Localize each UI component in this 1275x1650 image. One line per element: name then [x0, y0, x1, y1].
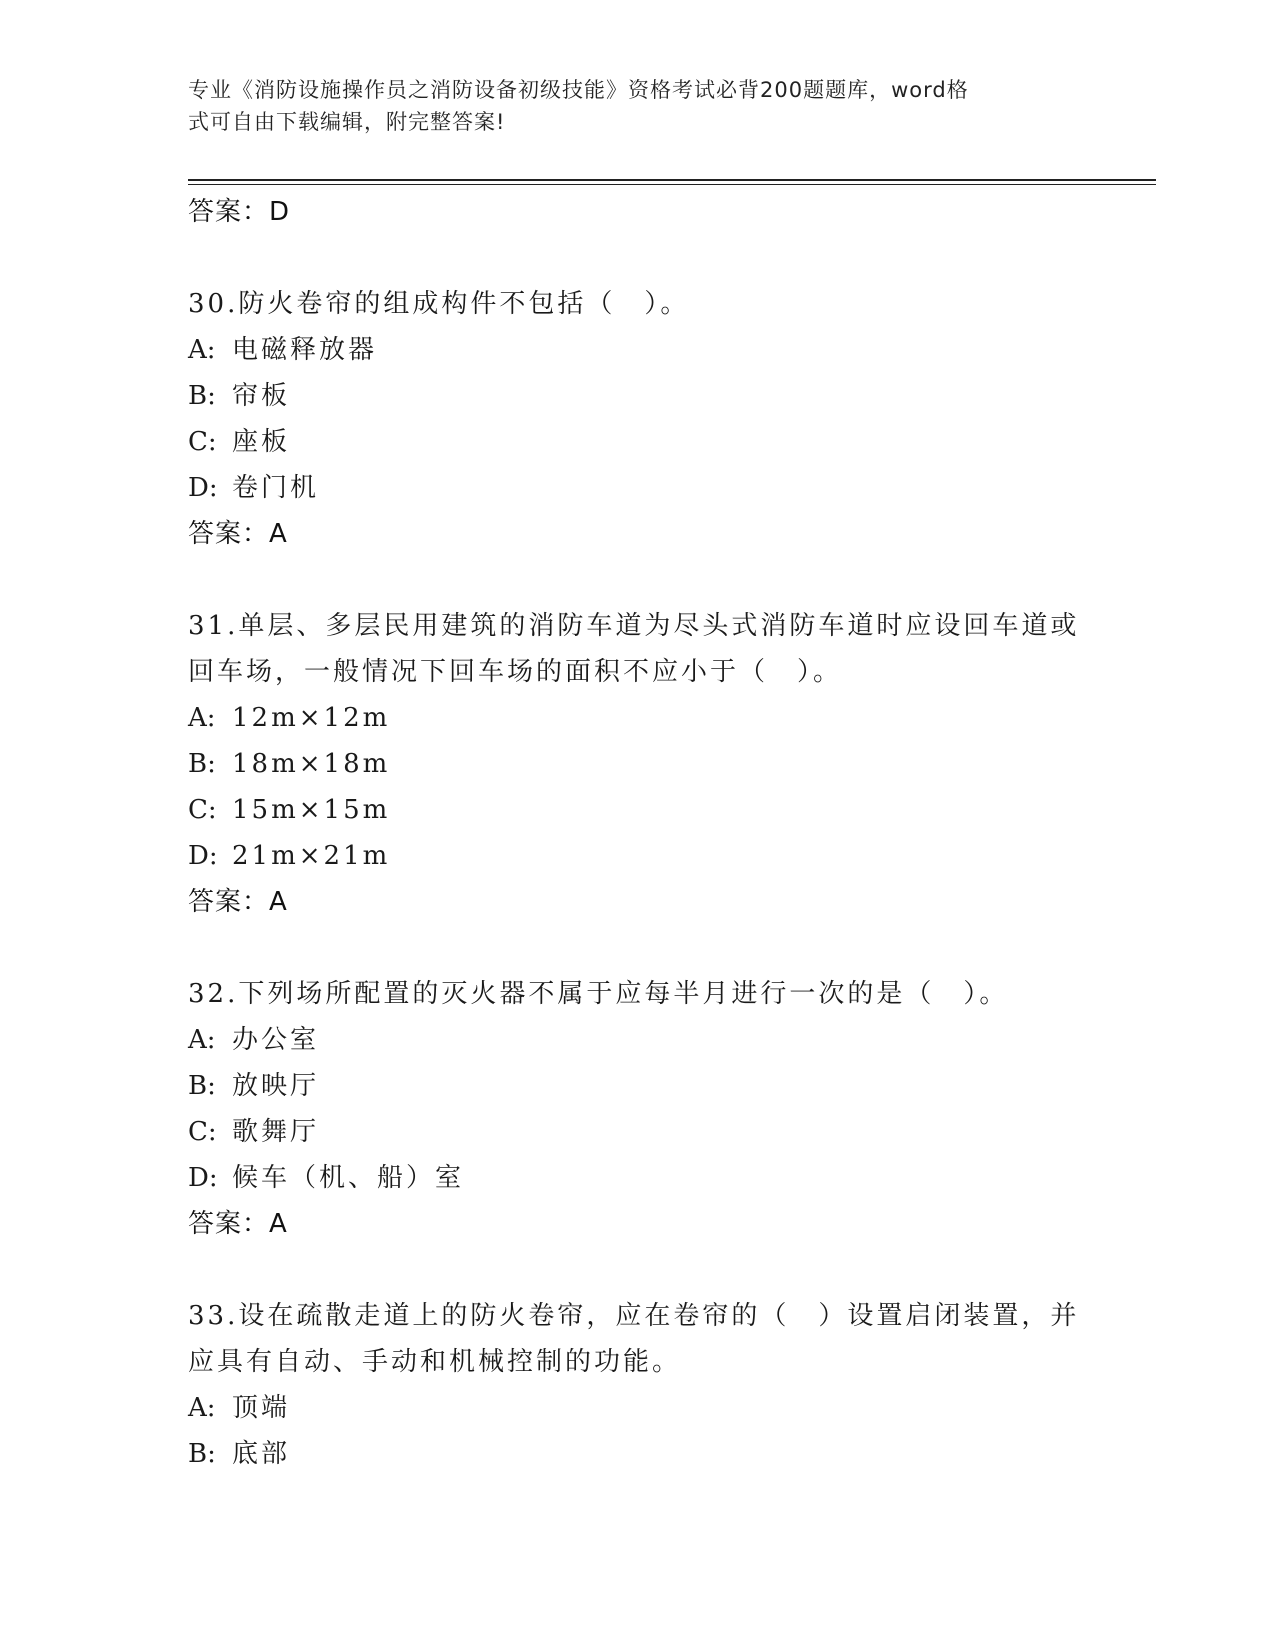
option-a: [188, 1385, 1088, 1431]
option-c: [188, 1109, 1088, 1155]
option-b: [188, 1431, 1088, 1477]
option-letter: C:: [188, 1117, 217, 1147]
option-letter: D:: [188, 473, 218, 503]
option-c: [188, 787, 1088, 833]
option-text: 帘板: [232, 381, 291, 411]
option-b: [188, 373, 1088, 419]
option-text: 电磁释放器: [232, 335, 378, 365]
option-letter: A:: [188, 335, 216, 365]
option-text: 顶端: [232, 1393, 291, 1423]
option-d: [188, 1155, 1088, 1201]
option-letter: B:: [188, 1439, 216, 1469]
option-text: 底部: [232, 1439, 291, 1469]
option-letter: B:: [188, 1071, 216, 1101]
option-a: [188, 327, 1088, 373]
option-text: 办公室: [232, 1025, 320, 1055]
option-text: 15m×15m: [232, 795, 391, 825]
option-text: 12m×12m: [232, 703, 391, 733]
header-line-2: 式可自由下载编辑，附完整答案!: [188, 110, 506, 134]
document-header: [188, 74, 1078, 138]
question-block: [188, 603, 1088, 925]
option-letter: D:: [188, 1163, 218, 1193]
option-text: 座板: [232, 427, 291, 457]
option-text: 卷门机: [232, 473, 320, 503]
question-stem-line: 应具有自动、手动和机械控制的功能。: [188, 1347, 682, 1377]
option-letter: A:: [188, 703, 216, 733]
option-letter: A:: [188, 1393, 216, 1423]
option-b: [188, 1063, 1088, 1109]
question-stem-line: 32.下列场所配置的灭火器不属于应每半月进行一次的是（ ）。: [188, 979, 1009, 1009]
option-letter: D:: [188, 841, 218, 871]
option-a: [188, 1017, 1088, 1063]
question-stem-line: 31.单层、多层民用建筑的消防车道为尽头式消防车道时应设回车道或: [188, 611, 1080, 641]
option-letter: A:: [188, 1025, 216, 1055]
question-block: [188, 971, 1088, 1247]
spacer: [188, 557, 1088, 603]
previous-answer: 答案：D: [188, 197, 291, 227]
header-divider-thin: [188, 184, 1156, 185]
question-block: [188, 1293, 1088, 1477]
option-letter: C:: [188, 427, 217, 457]
option-b: [188, 741, 1088, 787]
spacer: [188, 235, 1088, 281]
option-letter: B:: [188, 749, 216, 779]
option-text: 21m×21m: [232, 841, 391, 871]
question-stem-line: 33.设在疏散走道上的防火卷帘，应在卷帘的（ ）设置启闭装置，并: [188, 1301, 1080, 1331]
spacer: [188, 1247, 1088, 1293]
question-answer: 答案：A: [188, 1209, 288, 1239]
option-text: 歌舞厅: [232, 1117, 320, 1147]
option-d: [188, 465, 1088, 511]
question-answer: 答案：A: [188, 887, 288, 917]
option-letter: B:: [188, 381, 216, 411]
header-divider-thick: [188, 179, 1156, 181]
spacer: [188, 925, 1088, 971]
option-text: 候车（机、船）室: [232, 1163, 465, 1193]
question-answer: 答案：A: [188, 519, 288, 549]
question-stem-line: 30.防火卷帘的组成构件不包括（ ）。: [188, 289, 690, 319]
header-line-1: 专业《消防设施操作员之消防设备初级技能》资格考试必背200题题库，word格: [188, 78, 969, 102]
question-block: [188, 281, 1088, 557]
question-list: [188, 189, 1088, 1477]
option-c: [188, 419, 1088, 465]
option-text: 放映厅: [232, 1071, 320, 1101]
option-a: [188, 695, 1088, 741]
option-text: 18m×18m: [232, 749, 391, 779]
option-letter: C:: [188, 795, 217, 825]
question-stem-line: 回车场，一般情况下回车场的面积不应小于（ ）。: [188, 657, 843, 687]
option-d: [188, 833, 1088, 879]
